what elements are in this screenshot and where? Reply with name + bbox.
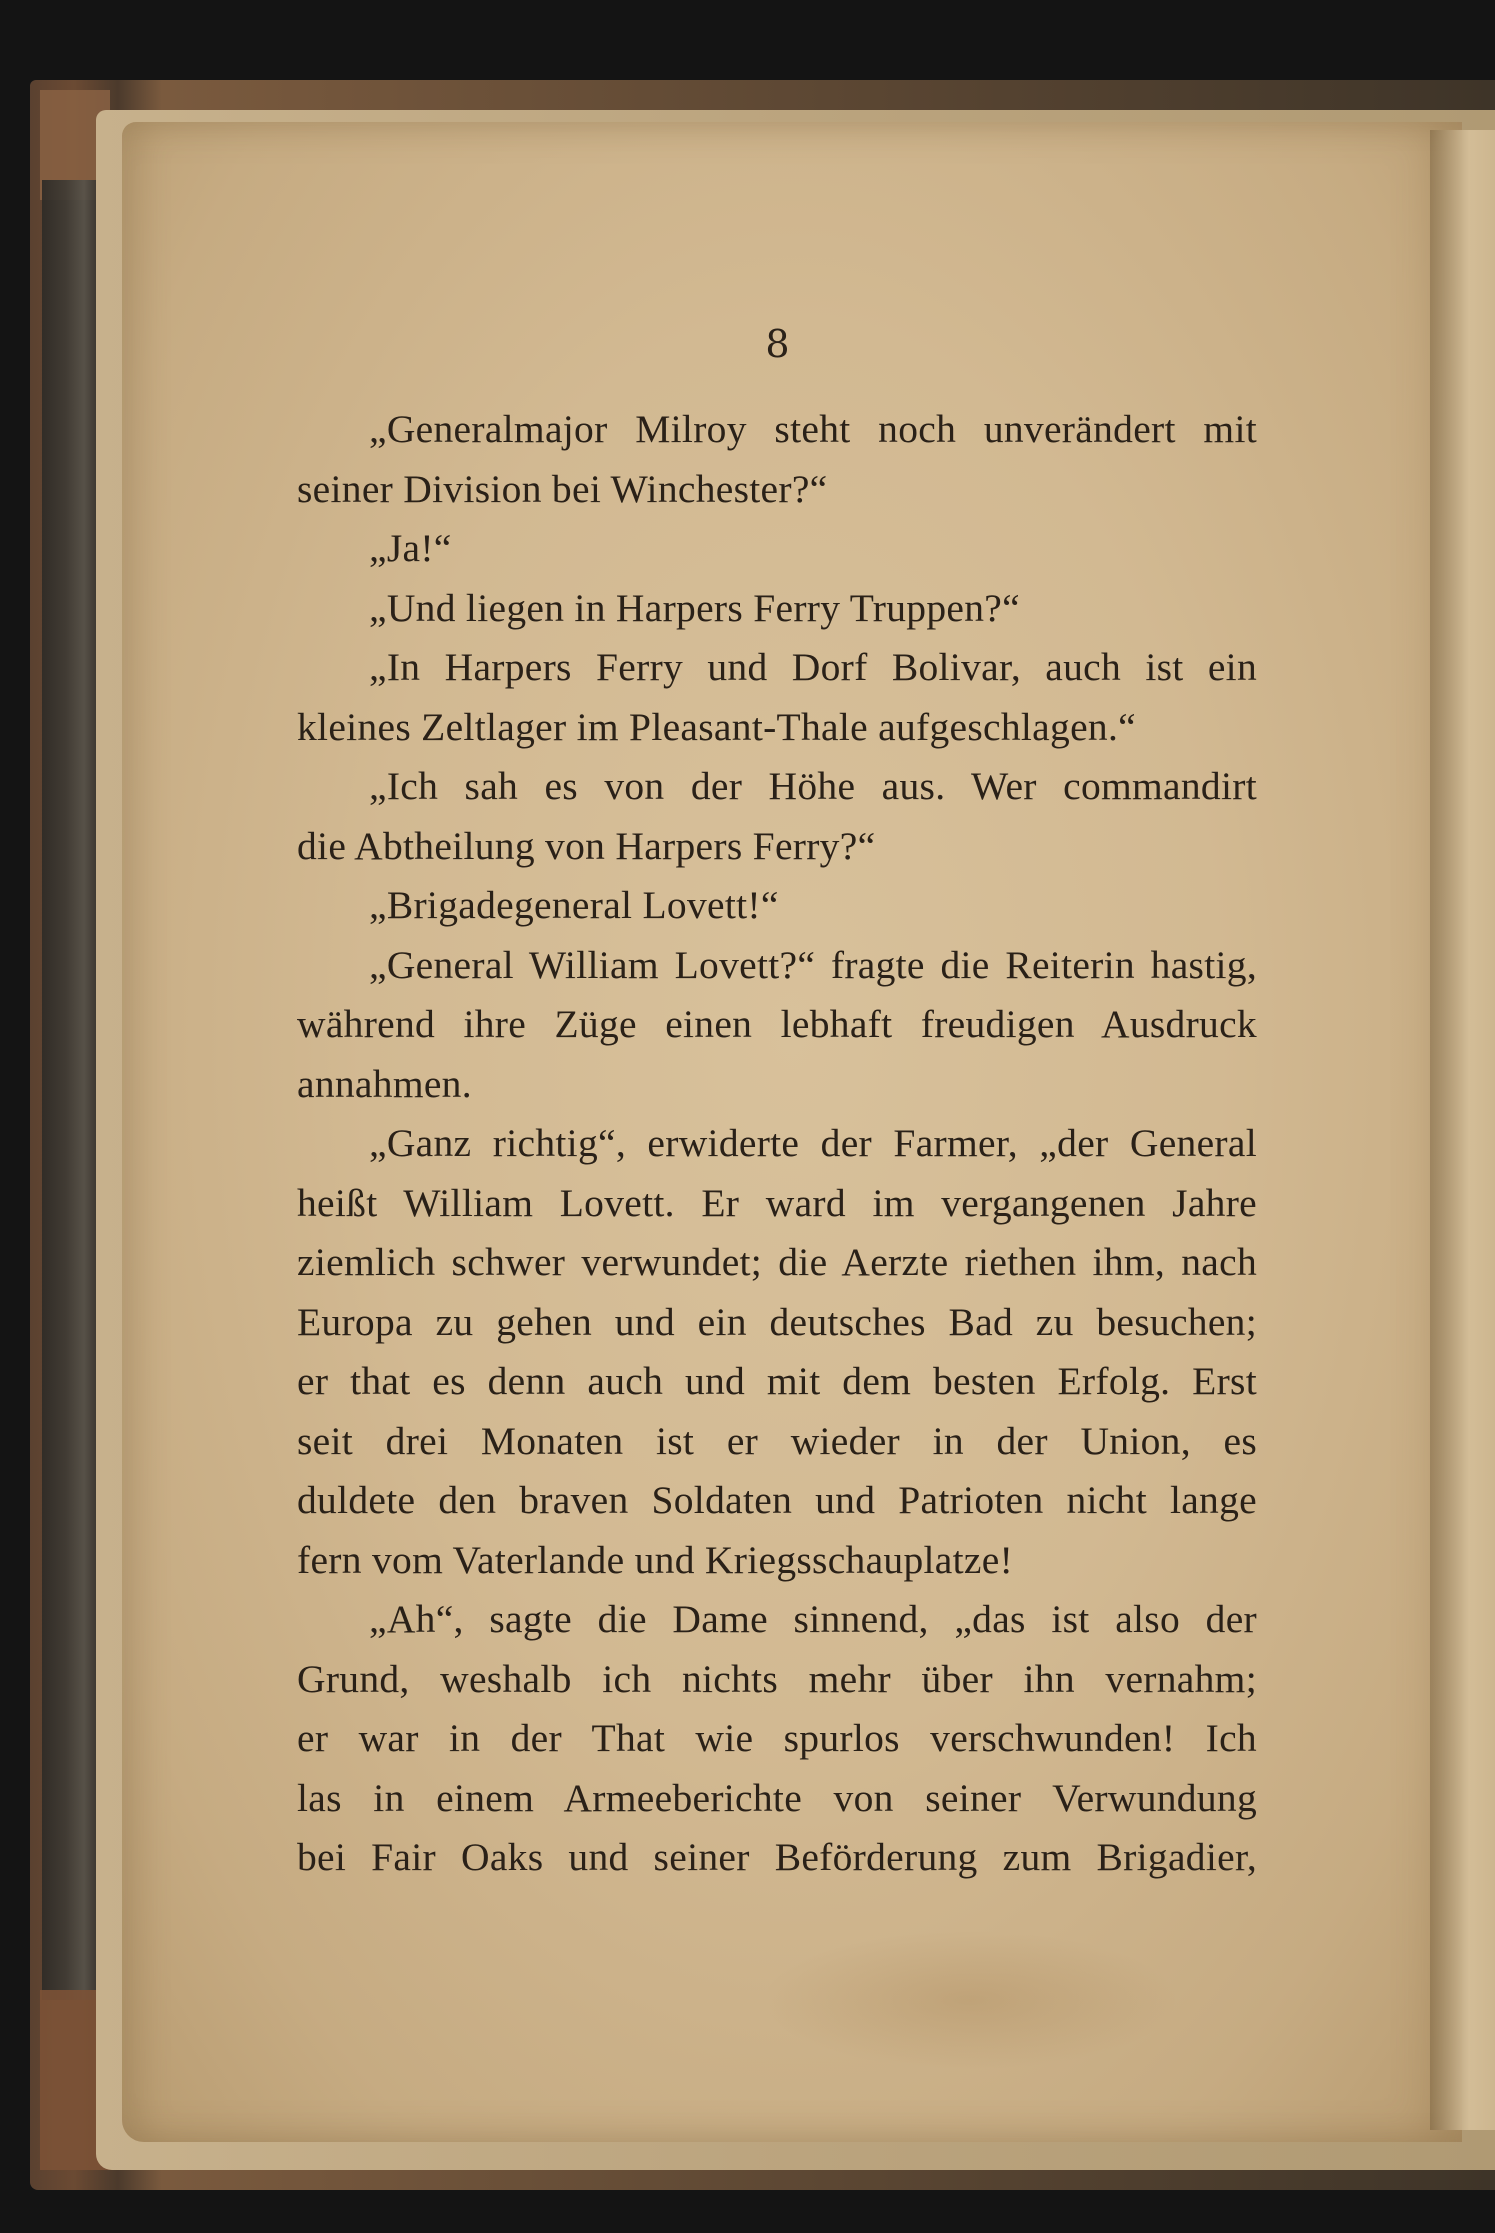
body-text <box>297 400 1257 1888</box>
page-number: 8 <box>765 322 790 366</box>
text-line: annahmen. <box>297 1061 472 1106</box>
text-line: er that es denn auch und mit dem besten Erfolg. Erst <box>297 1359 1257 1403</box>
text-line: „Ah“, sagte die Dame sinnend, „das ist also der <box>369 1597 1257 1641</box>
text-line: „Ich sah es von der Höhe aus. Wer commandirt <box>369 764 1257 808</box>
text-line: „In Harpers Ferry und Dorf Bolivar, auch ist ein <box>369 645 1257 689</box>
text-line: seit drei Monaten ist er wieder in der Union, es <box>297 1418 1257 1463</box>
page-gutter <box>1430 130 1495 2130</box>
text-line: bei Fair Oaks und seiner Beförderung zum Brigadier, <box>297 1835 1257 1879</box>
paper-stain <box>760 1930 1180 2070</box>
text-line: kleines Zeltlager im Pleasant-Thale aufgeschlagen.“ <box>297 704 1136 749</box>
text-line: Grund, weshalb ich nichts mehr über ihn vernahm; <box>297 1656 1257 1701</box>
text-line: duldete den braven Soldaten und Patrioten nicht lange <box>297 1478 1257 1522</box>
text-line: während ihre Züge einen lebhaft freudigen Ausdruck <box>297 1002 1257 1046</box>
text-line: heißt William Lovett. Er ward im vergangenen Jahre <box>297 1180 1257 1225</box>
text-line: „Und liegen in Harpers Ferry Truppen?“ <box>369 585 1020 630</box>
text-line: Europa zu gehen und ein deutsches Bad zu besuchen; <box>297 1299 1257 1344</box>
text-line: ziemlich schwer verwundet; die Aerzte riethen ihm, nach <box>297 1240 1257 1284</box>
text-line: die Abtheilung von Harpers Ferry?“ <box>297 823 876 868</box>
text-line: „Generalmajor Milroy steht noch unverändert mit <box>369 407 1257 451</box>
text-line: fern vom Vaterlande und Kriegsschauplatze! <box>297 1537 1014 1582</box>
text-line: „Ja!“ <box>369 526 452 570</box>
text-line: las in einem Armeeberichte von seiner Verwundung <box>297 1775 1257 1820</box>
text-line: seiner Division bei Winchester?“ <box>297 466 828 511</box>
text-line: „General William Lovett?“ fragte die Reiterin hastig, <box>369 942 1257 987</box>
text-line: „Brigadegeneral Lovett!“ <box>369 883 779 927</box>
text-line: „Ganz richtig“, erwiderte der Farmer, „der General <box>369 1121 1257 1165</box>
text-line: er war in der That wie spurlos verschwunden! Ich <box>297 1716 1257 1760</box>
book-spine <box>42 180 102 2000</box>
